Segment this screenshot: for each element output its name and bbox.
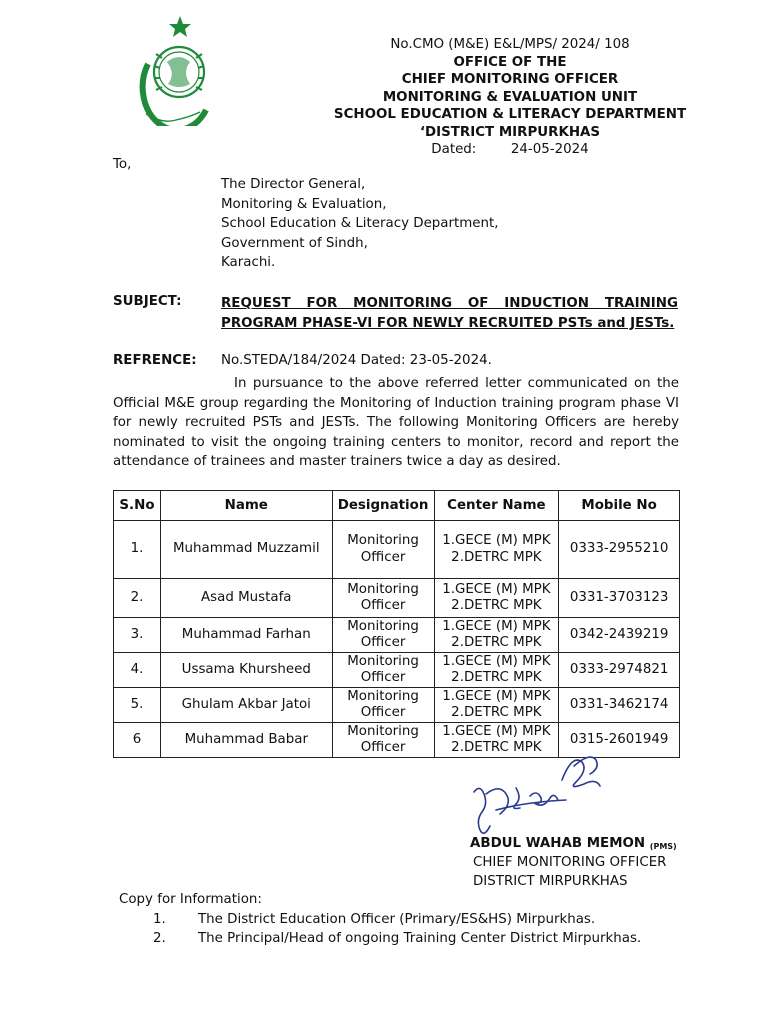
table-header-row (114, 491, 680, 521)
cell-sno: 3. (114, 618, 161, 653)
table-row (114, 521, 680, 579)
table-row (114, 618, 680, 653)
handwritten-signature-icon (466, 750, 616, 850)
list-item (153, 911, 641, 930)
recipient-address (221, 175, 499, 273)
cell-sno: 6 (114, 723, 161, 758)
reference-label: REFRENCE: (113, 353, 197, 368)
designation-line: Officer (360, 635, 406, 650)
cell-designation (332, 618, 434, 653)
cell-designation (332, 521, 434, 579)
cell-designation (332, 723, 434, 758)
header-designation: Designation (332, 491, 434, 521)
unit-title: MONITORING & EVALUATION UNIT (382, 89, 638, 105)
subject-line-1: REQUEST FOR MONITORING OF INDUCTION TRAINING (221, 296, 678, 311)
letterhead (300, 36, 720, 159)
cell-name: Muhammad Babar (160, 723, 332, 758)
center-line: 2.DETRC MPK (451, 598, 542, 613)
designation-line: Officer (360, 705, 406, 720)
signatory-designation (473, 853, 666, 891)
cell-designation (332, 579, 434, 618)
officer-title: CHIEF MONITORING OFFICER (401, 72, 619, 87)
list-text: The Principal/Head of ongoing Training Center District Mirpurkhas. (198, 930, 642, 946)
cell-mobile: 0315-2601949 (559, 723, 680, 758)
cell-center (434, 579, 559, 618)
recipient-line: School Education & Literacy Department, (221, 216, 499, 231)
copy-label: Copy for Information: (119, 892, 262, 907)
signatory-name-text: ABDUL WAHAB MEMON (470, 836, 646, 851)
table-row (114, 688, 680, 723)
cell-name: Muhammad Muzzamil (160, 521, 332, 579)
government-of-sindh-crest-icon (132, 14, 216, 126)
center-line: 2.DETRC MPK (451, 549, 542, 565)
center-line: 1.GECE (M) MPK (442, 618, 551, 634)
header-name: Name (160, 491, 332, 521)
cell-center (434, 618, 559, 653)
to-label: To, (113, 157, 132, 172)
copy-list (153, 911, 641, 948)
recipient-line: Monitoring & Evaluation, (221, 196, 387, 212)
signatory-suffix: (PMS) (649, 842, 677, 851)
recipient-line: Government of Sindh, (221, 235, 368, 251)
designation-line: Monitoring (347, 581, 419, 597)
dated-label: Dated: (431, 142, 477, 157)
cell-sno: 1. (114, 521, 161, 579)
reference-number: No.CMO (M&E) E&L/MPS/ 2024/ 108 (390, 37, 630, 52)
center-line: 1.GECE (M) MPK (442, 533, 551, 548)
list-number: 1. (153, 912, 166, 927)
center-line: 1.GECE (M) MPK (442, 723, 551, 739)
table-row (114, 579, 680, 618)
designation-line: Officer (360, 740, 406, 755)
department-title: SCHOOL EDUCATION & LITERACY DEPARTMENT (333, 107, 687, 122)
cell-mobile: 0342-2439219 (559, 618, 680, 653)
reference-value: No.STEDA/184/2024 Dated: 23-05-2024. (221, 353, 492, 368)
list-item (153, 930, 641, 949)
cell-center (434, 688, 559, 723)
cell-sno: 5. (114, 688, 161, 723)
table-row (114, 653, 680, 688)
header-mobile-no: Mobile No (559, 491, 680, 521)
cell-mobile: 0333-2974821 (559, 653, 680, 688)
cell-designation (332, 688, 434, 723)
cell-name: Muhammad Farhan (160, 618, 332, 653)
center-line: 1.GECE (M) MPK (442, 653, 551, 669)
header-sno: S.No (114, 491, 161, 521)
center-line: 2.DETRC MPK (451, 740, 542, 755)
cell-sno: 2. (114, 579, 161, 618)
center-line: 2.DETRC MPK (451, 635, 542, 650)
signatory-district: DISTRICT MIRPURKHAS (473, 874, 628, 889)
cell-mobile: 0331-3462174 (559, 688, 680, 723)
center-line: 1.GECE (M) MPK (442, 688, 551, 704)
district-title: ‘DISTRICT MIRPURKHAS (419, 124, 601, 140)
cell-mobile: 0331-3703123 (559, 579, 680, 618)
dated-value: 24-05-2024 (510, 142, 589, 157)
designation-line: Monitoring (347, 533, 419, 548)
center-line: 2.DETRC MPK (451, 705, 542, 720)
cell-center (434, 653, 559, 688)
recipient-line: Karachi. (221, 255, 276, 270)
list-number: 2. (153, 930, 166, 946)
signatory-title: CHIEF MONITORING OFFICER (473, 855, 667, 870)
signatory-name (470, 836, 677, 851)
cell-name: Ussama Khursheed (160, 653, 332, 688)
cell-mobile: 0333-2955210 (559, 521, 680, 579)
date-line (300, 141, 720, 159)
header-center-name: Center Name (434, 491, 559, 521)
designation-line: Officer (360, 670, 406, 685)
monitoring-officers-table (113, 490, 680, 758)
designation-line: Monitoring (347, 653, 419, 669)
office-title: OFFICE OF THE (453, 54, 567, 70)
center-line: 1.GECE (M) MPK (442, 581, 551, 597)
body-paragraph: In pursuance to the above referred letter communicated on the Official M&E group regarding the Monitoring of Induction training program phase VI for newly recruited PSTs and JESTs. The following Monitoring Officers are hereby nominated to visit the ongoing training centers to monitor, record and report the attendance of trainees and master trainers twice a day as desired. (113, 376, 679, 470)
designation-line: Monitoring (347, 723, 419, 739)
subject-label: SUBJECT: (113, 294, 182, 309)
list-text: The District Education Officer (Primary/ES&HS) Mirpurkhas. (198, 912, 596, 927)
cell-sno: 4. (114, 653, 161, 688)
cell-designation (332, 653, 434, 688)
cell-name: Ghulam Akbar Jatoi (160, 688, 332, 723)
subject-line-2: PROGRAM PHASE-VI FOR NEWLY RECRUITED PSTs and JESTs. (221, 315, 675, 331)
cell-center (434, 521, 559, 579)
designation-line: Monitoring (347, 618, 419, 634)
designation-line: Monitoring (347, 688, 419, 704)
designation-line: Officer (360, 598, 406, 613)
cell-name: Asad Mustafa (160, 579, 332, 618)
subject-text (221, 294, 678, 333)
designation-line: Officer (360, 549, 406, 565)
recipient-line: The Director General, (221, 177, 366, 192)
center-line: 2.DETRC MPK (451, 670, 542, 685)
